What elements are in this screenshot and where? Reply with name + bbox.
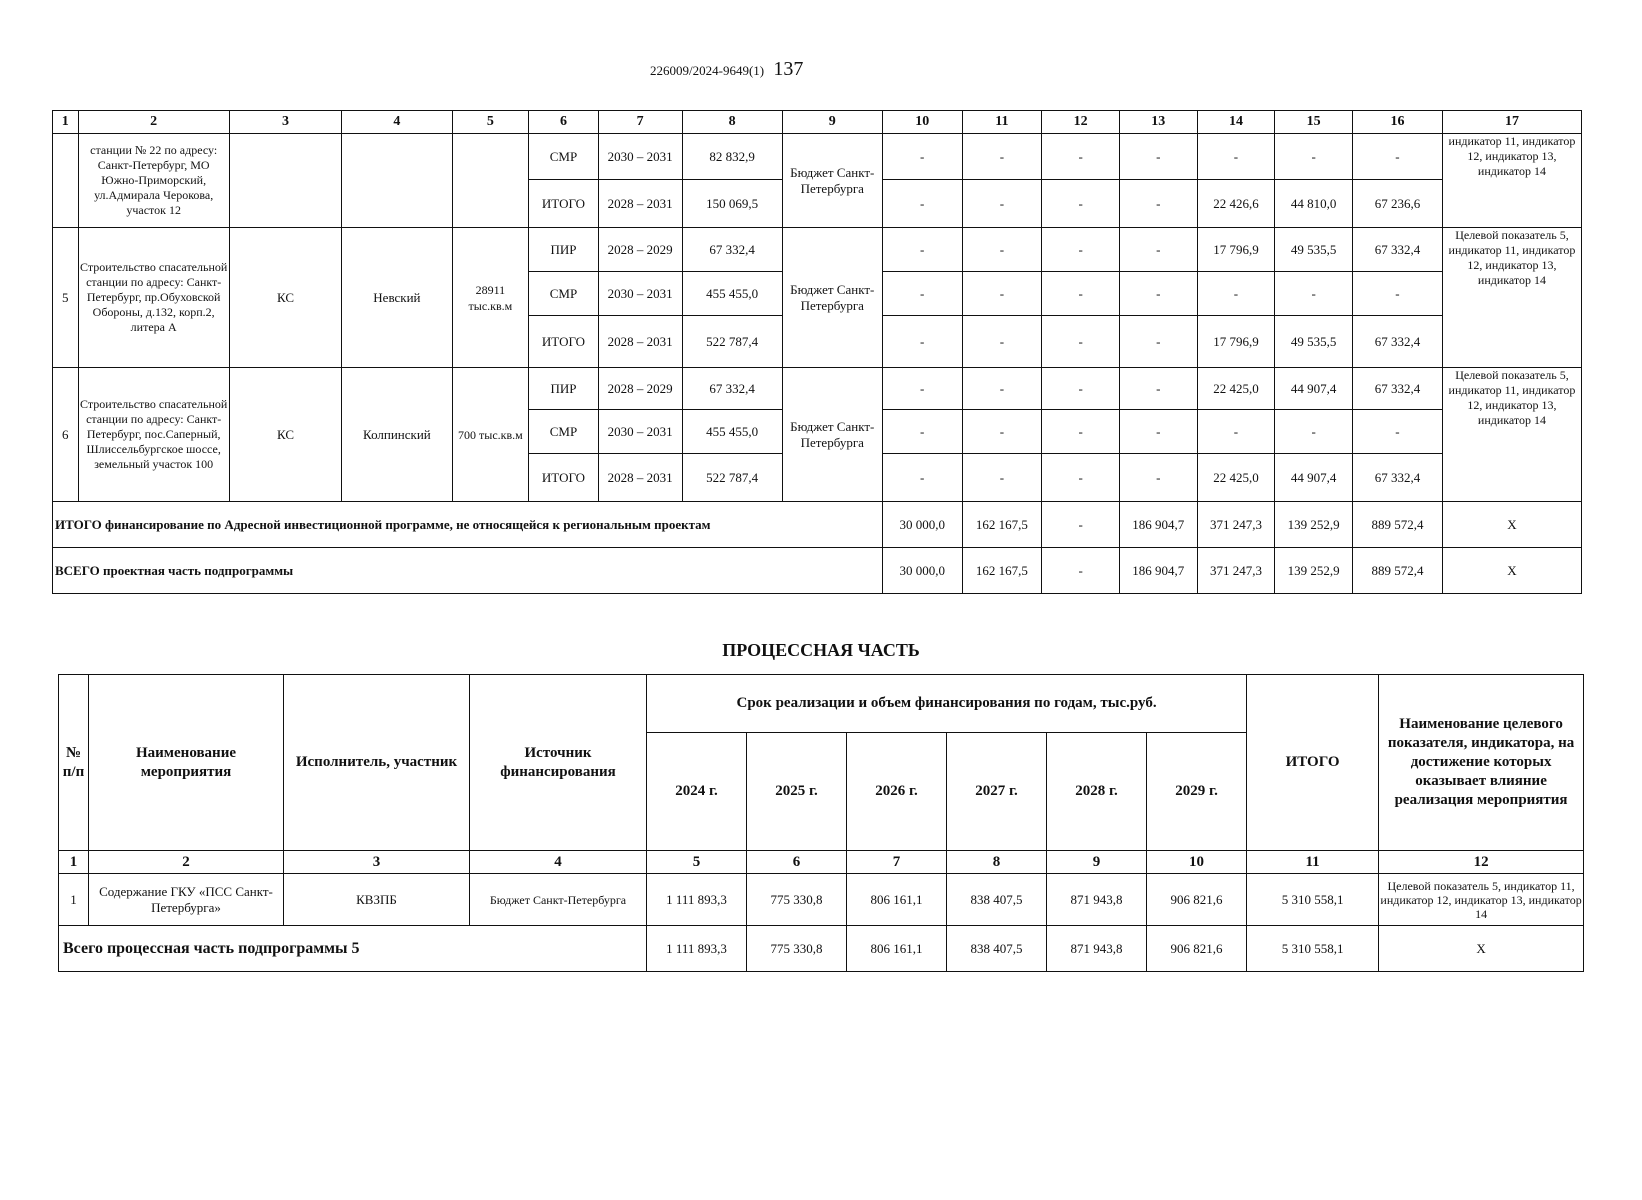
row-cost: 522 787,4 [682, 454, 782, 502]
row-cost: 82 832,9 [682, 134, 782, 180]
row-period: 2028 – 2029 [598, 228, 682, 272]
row-stage: ИТОГО [529, 454, 599, 502]
column-number: 3 [229, 111, 341, 134]
row-cost: 522 787,4 [682, 316, 782, 368]
row-value: - [1042, 368, 1120, 410]
row-total: 5 310 558,1 [1247, 874, 1379, 926]
row-value: 67 332,4 [1352, 228, 1442, 272]
column-number: 6 [747, 851, 847, 874]
row-num: 6 [53, 368, 79, 502]
summary-value: 806 161,1 [847, 926, 947, 972]
column-numbers-row [53, 111, 1582, 134]
total-value: 30 000,0 [882, 502, 962, 548]
row-value: - [962, 228, 1042, 272]
total-value: 889 572,4 [1352, 548, 1442, 594]
column-number: 3 [284, 851, 470, 874]
column-number: 4 [470, 851, 647, 874]
row-district [342, 134, 452, 228]
row-value: - [962, 316, 1042, 368]
row-period: 2028 – 2031 [598, 454, 682, 502]
row-value: - [1042, 228, 1120, 272]
row-value: - [882, 272, 962, 316]
header-period: Срок реализации и объем финансирования по годам, тыс.руб. [647, 675, 1247, 733]
row-cost: 150 069,5 [682, 180, 782, 228]
row-period: 2028 – 2029 [598, 368, 682, 410]
total-value: 371 247,3 [1197, 548, 1275, 594]
document-number: 226009/2024-9649(1) [650, 63, 765, 78]
summary-value: 775 330,8 [747, 926, 847, 972]
row-name: Содержание ГКУ «ПСС Санкт-Петербурга» [89, 874, 284, 926]
row-cost: 67 332,4 [682, 228, 782, 272]
row-value: 67 332,4 [1352, 454, 1442, 502]
row-value: - [1042, 272, 1120, 316]
total-value: 186 904,7 [1119, 502, 1197, 548]
header-year: 2024 г. [647, 733, 747, 851]
total-value: 139 252,9 [1275, 502, 1353, 548]
row-value: 67 332,4 [1352, 316, 1442, 368]
row-value: - [1119, 180, 1197, 228]
summary-value: 838 407,5 [947, 926, 1047, 972]
header-source: Источник финансирования [470, 675, 647, 851]
row-district: Колпинский [342, 368, 452, 502]
row-stage: СМР [529, 410, 599, 454]
total-value: 139 252,9 [1275, 548, 1353, 594]
column-number: 2 [89, 851, 284, 874]
row-indicator: Целевой показатель 5, индикатор 11, индикатор 12, индикатор 13, индикатор 14 [1379, 874, 1584, 926]
header-name: Наименование мероприятия [89, 675, 284, 851]
row-value: - [882, 368, 962, 410]
total-value: - [1042, 548, 1120, 594]
row-value: 44 907,4 [1275, 454, 1353, 502]
column-number: 11 [1247, 851, 1379, 874]
header-year: 2025 г. [747, 733, 847, 851]
column-number: 9 [782, 111, 882, 134]
row-district: Невский [342, 228, 452, 368]
row-value: - [962, 134, 1042, 180]
row-indicator: индикатор 11, индикатор 12, индикатор 13, индикатор 14 [1442, 134, 1581, 228]
row-value: 22 426,6 [1197, 180, 1275, 228]
total-value: 371 247,3 [1197, 502, 1275, 548]
row-value: 22 425,0 [1197, 454, 1275, 502]
header-indicator: Наименование целевого показателя, индикатора, на достижение которых оказывает влияние реализация мероприятия [1379, 675, 1584, 851]
row-value: 49 535,5 [1275, 228, 1353, 272]
row-num: 5 [53, 228, 79, 368]
header-total: ИТОГО [1247, 675, 1379, 851]
table-row [53, 368, 1582, 410]
total-mark: X [1442, 502, 1581, 548]
column-numbers-row [59, 851, 1584, 874]
row-value: 44 810,0 [1275, 180, 1353, 228]
row-value: - [1275, 134, 1353, 180]
row-value: - [882, 454, 962, 502]
row-value: - [1352, 272, 1442, 316]
row-executor: КС [229, 368, 341, 502]
row-num [53, 134, 79, 228]
page-header [650, 58, 803, 81]
row-value: 44 907,4 [1275, 368, 1353, 410]
row-num: 1 [59, 874, 89, 926]
row-value: - [1042, 180, 1120, 228]
total-value: 162 167,5 [962, 502, 1042, 548]
row-value: - [962, 410, 1042, 454]
row-indicator: Целевой показатель 5, индикатор 11, индикатор 12, индикатор 13, индикатор 14 [1442, 228, 1581, 368]
row-value: - [1197, 134, 1275, 180]
process-section-title: ПРОЦЕССНАЯ ЧАСТЬ [722, 640, 920, 660]
page-number: 137 [773, 58, 804, 80]
row-capacity: 700 тыс.кв.м [452, 368, 529, 502]
row-executor [229, 134, 341, 228]
row-value: - [1119, 228, 1197, 272]
row-period: 2030 – 2031 [598, 410, 682, 454]
row-capacity: 28911 тыс.кв.м [452, 228, 529, 368]
total-label: ИТОГО финансирование по Адресной инвестиционной программе, не относящейся к региональным проектам [53, 502, 883, 548]
row-value: - [962, 454, 1042, 502]
column-number: 10 [882, 111, 962, 134]
row-value: - [962, 272, 1042, 316]
total-value: - [1042, 502, 1120, 548]
row-value: - [962, 368, 1042, 410]
header-executor: Исполнитель, участник [284, 675, 470, 851]
project-table [52, 110, 1582, 594]
row-value: - [1042, 316, 1120, 368]
row-value: 775 330,8 [747, 874, 847, 926]
row-cost: 455 455,0 [682, 272, 782, 316]
column-number: 10 [1147, 851, 1247, 874]
column-number: 5 [647, 851, 747, 874]
row-value: - [1119, 368, 1197, 410]
row-value: - [1352, 134, 1442, 180]
column-number: 9 [1047, 851, 1147, 874]
column-number: 16 [1352, 111, 1442, 134]
total-value: 186 904,7 [1119, 548, 1197, 594]
column-number: 12 [1042, 111, 1120, 134]
row-executor: КС [229, 228, 341, 368]
row-value: - [1119, 316, 1197, 368]
row-period: 2030 – 2031 [598, 134, 682, 180]
row-stage: ПИР [529, 228, 599, 272]
row-value: 871 943,8 [1047, 874, 1147, 926]
row-value: - [1119, 272, 1197, 316]
row-period: 2028 – 2031 [598, 316, 682, 368]
column-number: 8 [947, 851, 1047, 874]
row-indicator: Целевой показатель 5, индикатор 11, индикатор 12, индикатор 13, индикатор 14 [1442, 368, 1581, 502]
row-value: 67 236,6 [1352, 180, 1442, 228]
table-row [59, 874, 1584, 926]
summary-label: Всего процессная часть подпрограммы 5 [59, 926, 647, 972]
row-name: Строительство спасательной станции по адресу: Санкт-Петербург, пос.Саперный, Шлиссельбургское шоссе, земельный участок 100 [78, 368, 229, 502]
total-value: 889 572,4 [1352, 502, 1442, 548]
total-label: ВСЕГО проектная часть подпрограммы [53, 548, 883, 594]
row-cost: 455 455,0 [682, 410, 782, 454]
column-number: 12 [1379, 851, 1584, 874]
summary-value: 906 821,6 [1147, 926, 1247, 972]
row-value: - [882, 134, 962, 180]
row-value: - [1042, 454, 1120, 502]
total-row [53, 502, 1582, 548]
row-name: Строительство спасательной станции по адресу: Санкт-Петербург, пр.Обуховской Обороны, д.132, корп.2, литера А [78, 228, 229, 368]
table-row [53, 134, 1582, 180]
column-number: 1 [59, 851, 89, 874]
total-mark: X [1442, 548, 1581, 594]
column-number: 2 [78, 111, 229, 134]
total-value: 30 000,0 [882, 548, 962, 594]
row-value: - [1275, 272, 1353, 316]
row-value: - [962, 180, 1042, 228]
column-number: 8 [682, 111, 782, 134]
row-value: 906 821,6 [1147, 874, 1247, 926]
column-number: 7 [847, 851, 947, 874]
column-number: 1 [53, 111, 79, 134]
header-year: 2027 г. [947, 733, 1047, 851]
row-source: Бюджет Санкт-Петербурга [782, 134, 882, 228]
column-number: 14 [1197, 111, 1275, 134]
column-number: 4 [342, 111, 452, 134]
summary-row [59, 926, 1584, 972]
row-value: - [1352, 410, 1442, 454]
row-value: - [1119, 454, 1197, 502]
header-year: 2028 г. [1047, 733, 1147, 851]
row-name: станции № 22 по адресу: Санкт-Петербург, МО Южно-Приморский, ул.Адмирала Черокова, участок 12 [78, 134, 229, 228]
row-value: 22 425,0 [1197, 368, 1275, 410]
row-stage: ИТОГО [529, 316, 599, 368]
row-value: - [1275, 410, 1353, 454]
summary-total: 5 310 558,1 [1247, 926, 1379, 972]
row-cost: 67 332,4 [682, 368, 782, 410]
row-value: - [1119, 134, 1197, 180]
row-period: 2030 – 2031 [598, 272, 682, 316]
row-stage: ПИР [529, 368, 599, 410]
row-stage: ИТОГО [529, 180, 599, 228]
row-value: - [1119, 410, 1197, 454]
row-capacity [452, 134, 529, 228]
row-executor: КВЗПБ [284, 874, 470, 926]
column-number: 15 [1275, 111, 1353, 134]
table-row [53, 228, 1582, 272]
header-year: 2029 г. [1147, 733, 1247, 851]
row-value: - [882, 228, 962, 272]
column-number: 17 [1442, 111, 1581, 134]
row-value: 838 407,5 [947, 874, 1047, 926]
column-number: 13 [1119, 111, 1197, 134]
row-value: - [1042, 410, 1120, 454]
row-period: 2028 – 2031 [598, 180, 682, 228]
column-number: 11 [962, 111, 1042, 134]
row-source: Бюджет Санкт-Петербурга [470, 874, 647, 926]
row-value: - [1197, 272, 1275, 316]
process-table [58, 674, 1584, 972]
row-stage: СМР [529, 272, 599, 316]
header-num: № п/п [59, 675, 89, 851]
row-value: 806 161,1 [847, 874, 947, 926]
row-value: - [1042, 134, 1120, 180]
row-stage: СМР [529, 134, 599, 180]
row-source: Бюджет Санкт-Петербурга [782, 228, 882, 368]
row-value: - [882, 410, 962, 454]
summary-value: 871 943,8 [1047, 926, 1147, 972]
row-value: 49 535,5 [1275, 316, 1353, 368]
row-value: - [882, 180, 962, 228]
row-value: - [1197, 410, 1275, 454]
row-value: 1 111 893,3 [647, 874, 747, 926]
total-row [53, 548, 1582, 594]
column-number: 6 [529, 111, 599, 134]
row-value: 67 332,4 [1352, 368, 1442, 410]
header-year: 2026 г. [847, 733, 947, 851]
row-value: 17 796,9 [1197, 228, 1275, 272]
row-source: Бюджет Санкт-Петербурга [782, 368, 882, 502]
row-value: 17 796,9 [1197, 316, 1275, 368]
row-value: - [882, 316, 962, 368]
summary-value: 1 111 893,3 [647, 926, 747, 972]
column-number: 5 [452, 111, 529, 134]
column-number: 7 [598, 111, 682, 134]
summary-mark: X [1379, 926, 1584, 972]
total-value: 162 167,5 [962, 548, 1042, 594]
